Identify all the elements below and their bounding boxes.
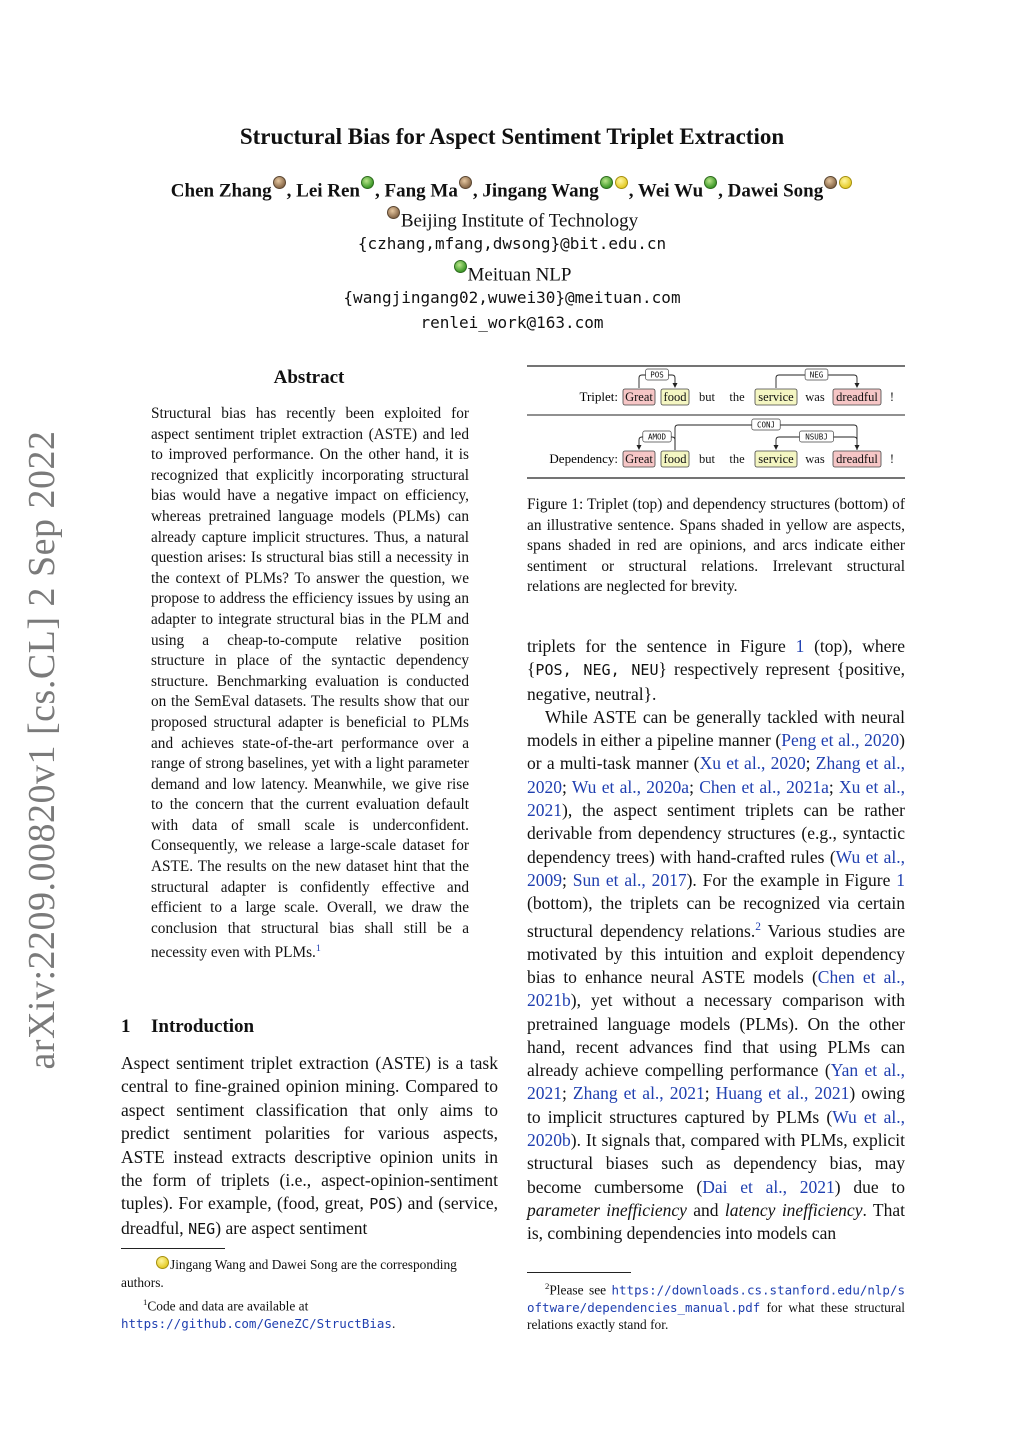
dependency-token: dreadful: [836, 452, 878, 466]
body-text: ). For the example in Figure: [686, 869, 897, 890]
sentiment-labels: POS, NEG, NEU: [535, 661, 659, 680]
affiliation-meituan: [0, 260, 1024, 286]
section-title: Introduction: [151, 1016, 255, 1037]
footnote-corresponding-text: Jingang Wang and Dawei Song are the corresponding authors.: [121, 1257, 457, 1290]
figure-1-ref[interactable]: 1: [896, 869, 905, 890]
meituan-affiliation-icon: [361, 176, 374, 189]
emphasis-parameter-inefficiency: parameter inefficiency: [527, 1199, 687, 1220]
footnote-1: [121, 1294, 498, 1332]
figure-1-diagram: [527, 364, 905, 480]
section-heading-introduction: [121, 1016, 254, 1038]
footnote-1-text: Code and data are available at: [147, 1298, 309, 1314]
corresponding-author-icon: [156, 1256, 169, 1269]
corresponding-author-icon: [615, 176, 628, 189]
dependency-token: !: [889, 452, 895, 466]
author-separator: ,: [286, 180, 297, 202]
citation-link[interactable]: Wu et al., 2020b: [527, 1106, 906, 1151]
arxiv-id-text: arXiv:2209.00820v1 [cs.CL] 2 Sep 2022: [21, 430, 63, 1070]
author-separator: ,: [718, 180, 728, 202]
introduction-paragraph: [121, 1052, 498, 1241]
paragraph-aste-approaches: While ASTE can be generally tackled with neural models in either a pipeline manner (Peng et al., 2020) or a multi-task manner (Xu et al., 2020; Zhang et al., 2020; Wu et al., 2020a; Chen et al., 2021a; Xu et al., 2021), the aspect sentiment triplets can be rather derivable from dependency structures (e.g., syntactic dependency trees) with hand-crafted rules (Wu et al., 2009; Sun et al., 2017). For the example in Figure 1 (bottom), the triplets can be recognized via certain structural dependency relations.$^2$ Various studies are motivated by this intuition and exploit dependency bias to enhance neural ASTE models (Chen et al., 2021b), yet without a necessary comparison with pretrained language models (PLMs). On the other hand, recent advances find that using PLMs can already achieve compelling performance (Yan et al., 2021; Zhang et al., 2021; Huang et al., 2021) owing to implicit structures captured by PLMs (Wu et al., 2020b). It signals that, compared with PLMs, explicit structural biases such as dependency bias, may become cumbersome (Dai et al., 2021) due to parameter inefficiency and latency inefficiency. That is, combining dependencies into models can: [527, 706, 906, 1244]
affiliation-bit-email: {czhang,mfang,dwsong}@bit.edu.cn: [357, 234, 667, 253]
emphasis-latency-inefficiency: latency inefficiency: [724, 1199, 863, 1220]
triplet-arc-label: POS: [650, 370, 664, 380]
citation-link[interactable]: Wu et al., 2020a: [571, 776, 690, 797]
footnote-2-ref[interactable]: 2: [755, 920, 761, 933]
dependency-token: food: [663, 452, 687, 466]
triplet-token: !: [889, 390, 895, 404]
body-text: and: [686, 1199, 725, 1220]
bit-affiliation-icon: [824, 176, 837, 189]
dependency-arc-arrowhead: [637, 445, 642, 450]
triplet-token: was: [805, 390, 825, 404]
footnote-1-ref[interactable]: 1: [315, 943, 321, 955]
author-name: Jingang Wang: [482, 180, 599, 202]
author-name: Fang Ma: [384, 180, 458, 202]
dependency-row-label: Dependency:: [549, 451, 618, 466]
body-text: ) due to: [834, 1176, 905, 1197]
author-name: Lei Ren: [296, 180, 360, 202]
footnote-rule-right: [527, 1272, 631, 1273]
body-text: ). It signals that, compared with PLMs, explicit structural biases such as dependency bias, may become cumbersome (: [527, 1130, 905, 1197]
meituan-affiliation-icon: [454, 260, 467, 273]
affiliation-bit-name: Beijing Institute of Technology: [400, 210, 639, 232]
pos-label: POS: [369, 1195, 397, 1214]
body-text: . That is, combining dependencies into models can: [527, 1199, 905, 1244]
section-number: 1: [121, 1016, 131, 1037]
citation-link[interactable]: Zhang et al., 2020: [527, 753, 905, 797]
intro-text: ) and (service, dreadful,: [121, 1193, 498, 1238]
figure-1-caption: Figure 1: Triplet (top) and dependency structures (bottom) of an illustrative sentence. Spans shaded in yellow are aspects, spans shaded in red are opinions, and arcs indicate either sentiment or structural relations. Irrelevant structural relations are neglected for brevity.: [527, 496, 905, 596]
body-text: While ASTE can be generally tackled with neural models in either a pipeline manner (: [527, 706, 905, 751]
dependency-row: [623, 419, 894, 467]
triplet-token: Great: [625, 390, 653, 404]
footnote-1-url[interactable]: https://github.com/GeneZC/StructBias: [121, 1315, 392, 1331]
dependency-token: but: [699, 452, 715, 466]
body-text: ), the aspect sentiment triplets can be rather derivable from dependency structures (e.g., syntactic dependency trees) with hand-crafted rules (: [527, 800, 905, 867]
triplet-arc-arrowhead: [855, 383, 860, 388]
triplet-token: service: [758, 390, 794, 404]
meituan-affiliation-icon: [704, 176, 717, 189]
body-text: (bottom), the triplets can be recognized via certain structural dependency relations.: [527, 893, 905, 941]
citation-link[interactable]: Yan et al., 2021: [527, 1060, 905, 1104]
dependency-token: service: [758, 452, 794, 466]
intro-text: ) are aspect sentiment: [215, 1217, 368, 1238]
citation-link[interactable]: Chen et al., 2021b: [527, 966, 906, 1011]
citation-link[interactable]: Xu et al., 2020: [699, 753, 806, 774]
bit-affiliation-icon: [387, 206, 400, 219]
footnote-1-end: .: [391, 1315, 396, 1331]
triplet-token: food: [663, 390, 687, 404]
body-text: ), yet without a necessary comparison with pretrained language models (PLMs). On the other hand, recent advances find that using PLMs can already achieve compelling performance (: [527, 990, 905, 1081]
citation-link[interactable]: Huang et al., 2021: [715, 1083, 850, 1104]
affiliation-meituan-email: {wangjingang02,wuwei30}@meituan.com: [343, 288, 681, 307]
abstract-text: Structural bias has recently been exploited for aspect sentiment triplet extraction (ASTE) and led to improved performance. On the other hand, it is recognized that explicitly incorporating structural bias would have a negative impact on efficiency, whereas pretrained language models (PLMs) can already capture implicit structures. Thus, a natural question arises: Is structural bias still a necessity in the context of PLMs? To answer the question, we propose to address the efficiency issues by using an adapter to integrate structural bias in the PLM and using a cheap-to-compute relative position structure in place of the syntactic dependency structure. Benchmarking evaluation is conducted on the SemEval datasets. The results show that our proposed structural adapter is beneficial to PLMs and achieves state-of-the-art performance over a range of strong baselines, yet with a light parameter demand and low latency. Meanwhile, we give rise to the concern that the current evaluation default with data of small scale is underconfident. Consequently, we release a large-scale dataset for ASTE. The results on the new dataset hint that the structural adapter is confidently effective and efficient to a large scale. Overall, we draw the conclusion that structural bias shall still be a necessity even with PLMs.: [151, 405, 469, 962]
footnote-2-text: Please see: [549, 1282, 612, 1298]
paragraph-triplet-definition: [527, 635, 905, 706]
dependency-token: Great: [625, 452, 653, 466]
footnote-2-url[interactable]: https://downloads.cs.stanford.edu/nlp/software/dependencies_manual.pdf: [527, 1282, 905, 1315]
affiliation-meituan-name: Meituan NLP: [467, 264, 572, 286]
figure-1-ref[interactable]: 1: [795, 636, 805, 656]
body-text: ) owing to implicit structures captured by PLMs (: [527, 1083, 905, 1127]
author-separator: ,: [375, 180, 385, 202]
body-text: triplets for the sentence in Figure: [527, 636, 796, 656]
affiliation-bit: [0, 206, 1024, 232]
author-separator: ,: [472, 180, 483, 202]
bit-affiliation-icon: [459, 176, 472, 189]
citation-link[interactable]: Xu et al., 2021: [527, 776, 905, 821]
author-name: Dawei Song: [727, 180, 824, 202]
meituan-affiliation-icon: [600, 176, 613, 189]
footnote-corresponding: [121, 1256, 498, 1291]
paper-title: Structural Bias for Aspect Sentiment Triplet Extraction: [239, 124, 785, 149]
citation-link[interactable]: Peng et al., 2020: [781, 730, 900, 751]
body-text: } respectively represent {positive, negative, neutral}.: [527, 659, 905, 704]
citation-link[interactable]: Chen et al., 2021a: [699, 776, 829, 797]
triplet-row: [623, 369, 894, 405]
dependency-token: the: [729, 452, 745, 466]
abstract-heading: Abstract: [273, 367, 345, 388]
triplet-arc-arrowhead: [673, 383, 678, 388]
arxiv-sidebar-stamp: [10, 430, 74, 1070]
triplet-arc-label: NEG: [809, 370, 824, 380]
citation-link[interactable]: Sun et al., 2017: [572, 869, 687, 890]
bit-affiliation-icon: [273, 176, 286, 189]
footnote-1-mark: 1: [143, 1297, 148, 1307]
dependency-arc-arrowhead: [774, 445, 779, 450]
dependency-arc-label: CONJ: [756, 420, 776, 430]
triplet-token: dreadful: [836, 390, 878, 404]
author-name: Wei Wu: [637, 180, 704, 202]
corresponding-author-icon: [839, 176, 852, 189]
footnote-rule-left: [121, 1248, 225, 1249]
citation-link[interactable]: Zhang et al., 2021: [572, 1083, 705, 1104]
author-name: Chen Zhang: [170, 180, 272, 202]
body-text: (top), where {: [527, 636, 905, 680]
citation-link[interactable]: Dai et al., 2021: [702, 1176, 835, 1197]
affiliation-extra-email: renlei_work@163.com: [420, 313, 604, 332]
body-text: Various studies are motivated by this intuition and exploit dependency bias to enhance neural ASTE models (: [527, 920, 905, 987]
neg-label: NEG: [188, 1219, 216, 1238]
intro-text: Aspect sentiment triplet extraction (ASTE) is a task central to fine-grained opinion mining. Compared to aspect sentiment classification that only aims to predict sentiment polarities for various aspects, ASTE instead extracts descriptive opinion units in the form of triplets (i.e., aspect-opinion-sentiment tuples). For example, (food, great,: [121, 1053, 498, 1214]
abstract-body: [151, 404, 469, 964]
author-separator: ,: [628, 180, 638, 202]
citation-link[interactable]: Wu et al., 2009: [527, 846, 905, 890]
footnote-2-mark: 2: [545, 1281, 550, 1291]
triplet-row-label: Triplet:: [579, 389, 618, 404]
triplet-token: the: [729, 390, 745, 404]
footnote-2: [527, 1278, 905, 1334]
footnote-2-text: for what these structural relations exactly stand for.: [527, 1299, 905, 1333]
body-text: ) or a multi-task manner (: [527, 730, 905, 774]
author-list: [0, 176, 1024, 202]
dependency-token: was: [805, 452, 825, 466]
right-column-body: [527, 635, 905, 1246]
triplet-token: but: [699, 390, 715, 404]
dependency-arc-label: AMOD: [647, 432, 667, 442]
dependency-arc-label: NSUBJ: [805, 432, 828, 442]
